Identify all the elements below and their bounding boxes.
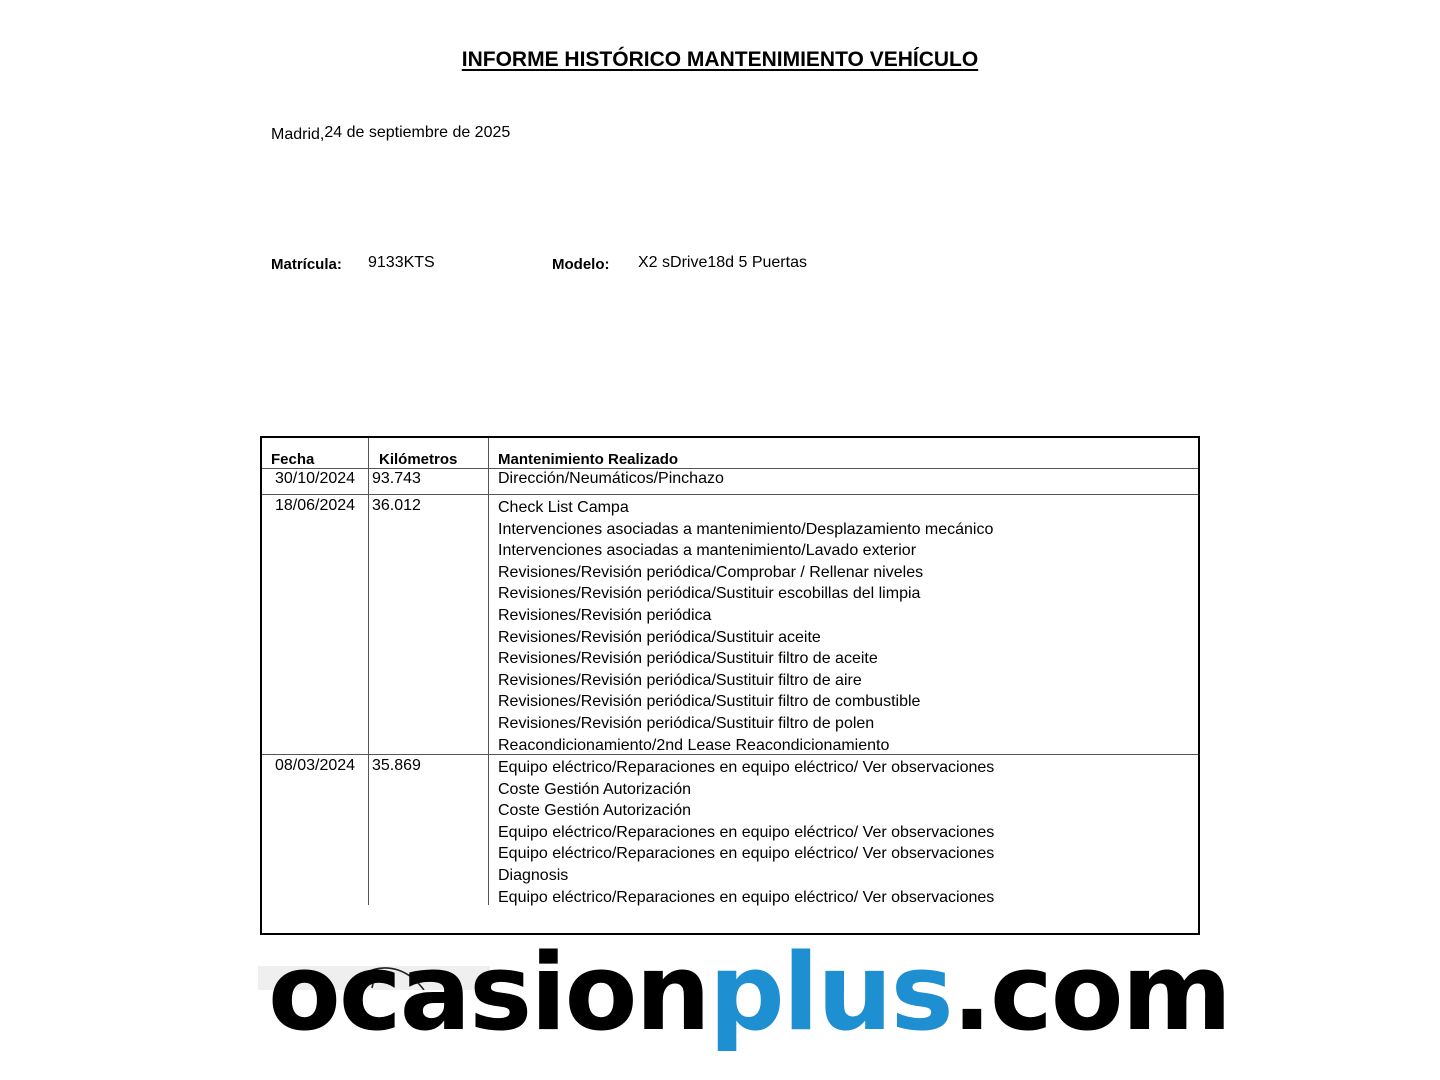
maintenance-item: Intervenciones asociadas a mantenimiento/Desplazamiento mecánico bbox=[498, 520, 994, 538]
row-2-km: 36.012 bbox=[372, 497, 421, 514]
maintenance-item: Equipo eléctrico/Reparaciones en equipo eléctrico/ Ver observaciones bbox=[498, 888, 995, 906]
maintenance-item: Reacondicionamiento/2nd Lease Reacondicionamiento bbox=[498, 736, 890, 754]
maintenance-item: Revisiones/Revisión periódica/Sustituir filtro de combustible bbox=[498, 693, 921, 711]
document-title-text: INFORME HISTÓRICO MANTENIMIENTO VEHÍCULO bbox=[461, 48, 979, 71]
row-2-date: 18/06/2024 bbox=[275, 497, 356, 514]
maintenance-item: Revisiones/Revisión periódica bbox=[498, 606, 712, 624]
maintenance-item: Equipo eléctrico/Reparaciones en equipo eléctrico/ Ver observaciones bbox=[498, 845, 995, 863]
maintenance-item: Equipo eléctrico/Reparaciones en equipo eléctrico/ Ver observaciones bbox=[498, 759, 995, 776]
maintenance-item: Equipo eléctrico/Reparaciones en equipo eléctrico/ Ver observaciones bbox=[498, 823, 995, 841]
header-maintenance: Mantenimiento Realizado bbox=[498, 451, 679, 468]
row-1-km: 93.743 bbox=[372, 470, 421, 487]
report-date: 24 de septiembre de 2025 bbox=[324, 124, 511, 141]
maintenance-item: Coste Gestión Autorización bbox=[498, 802, 691, 820]
maintenance-item: Revisiones/Revisión periódica/Sustituir escobillas del limpia bbox=[498, 585, 921, 603]
model-label: Modelo: bbox=[552, 256, 610, 273]
row-1-items bbox=[498, 468, 724, 490]
maintenance-item: Check List Campa bbox=[498, 499, 629, 516]
maintenance-item: Dirección/Neumáticos/Pinchazo bbox=[498, 470, 724, 487]
header-km: Kilómetros bbox=[379, 451, 458, 468]
logo-part-plus: plus bbox=[708, 931, 952, 1054]
maintenance-item: Diagnosis bbox=[498, 866, 569, 884]
column-divider-1 bbox=[368, 438, 369, 905]
model-value: X2 sDrive18d 5 Puertas bbox=[638, 254, 807, 271]
document-title bbox=[0, 48, 1440, 72]
maintenance-item: Revisiones/Revisión periódica/Sustituir aceite bbox=[498, 628, 821, 646]
maintenance-table bbox=[260, 436, 1200, 935]
row-1-date: 30/10/2024 bbox=[275, 470, 356, 487]
column-divider-2 bbox=[488, 438, 489, 905]
ocasionplus-logo bbox=[268, 931, 1231, 1054]
maintenance-item: Intervenciones asociadas a mantenimiento/Lavado exterior bbox=[498, 542, 917, 560]
row-3-date: 08/03/2024 bbox=[275, 757, 356, 774]
row-3-items bbox=[498, 757, 994, 908]
maintenance-item: Revisiones/Revisión periódica/Sustituir filtro de polen bbox=[498, 714, 875, 732]
row-2-items bbox=[498, 497, 993, 756]
logo-part-com: .com bbox=[951, 931, 1231, 1054]
plate-value: 9133KTS bbox=[368, 254, 435, 271]
logo-part-ocasion: ocasion bbox=[268, 931, 709, 1054]
footer-brand bbox=[258, 931, 1440, 1080]
header-date: Fecha bbox=[271, 451, 315, 468]
row-3-km: 35.869 bbox=[372, 757, 421, 774]
date-line bbox=[271, 124, 510, 142]
maintenance-item: Revisiones/Revisión periódica/Comprobar / Rellenar niveles bbox=[498, 563, 924, 581]
city: Madrid, bbox=[271, 126, 325, 143]
plate-label: Matrícula: bbox=[271, 256, 342, 273]
maintenance-item: Coste Gestión Autorización bbox=[498, 780, 691, 798]
maintenance-item: Revisiones/Revisión periódica/Sustituir filtro de aire bbox=[498, 671, 862, 689]
maintenance-item: Revisiones/Revisión periódica/Sustituir filtro de aceite bbox=[498, 650, 878, 668]
